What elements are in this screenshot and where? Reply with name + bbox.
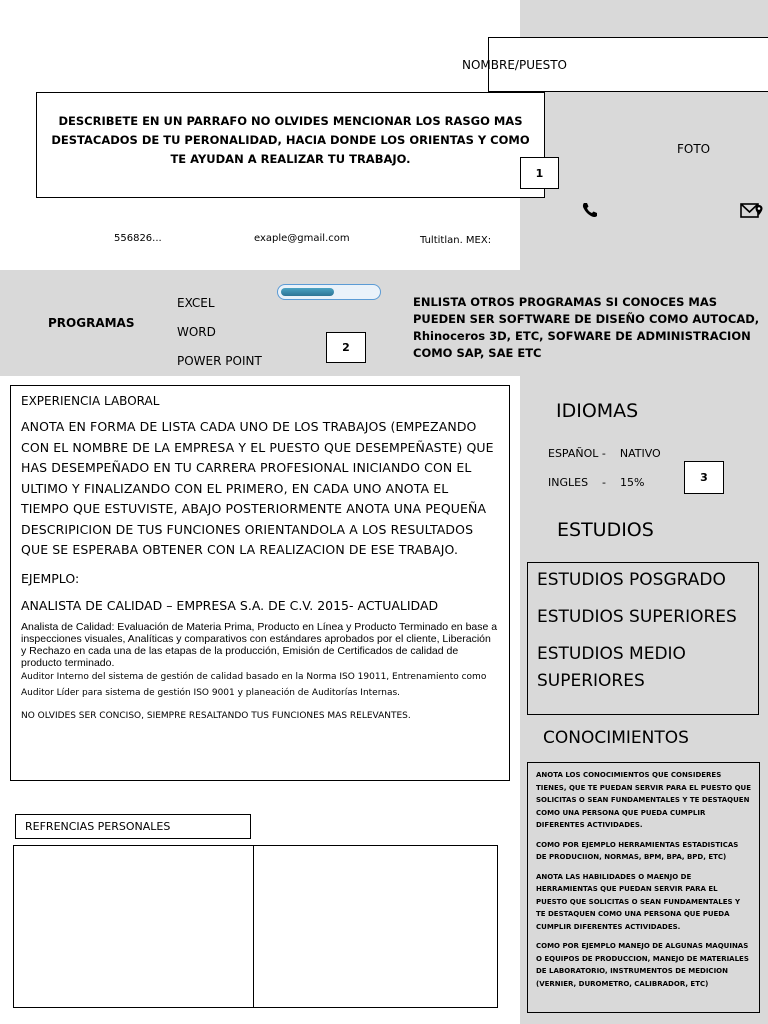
marker-3: 3 xyxy=(684,461,724,494)
languages-title: IDIOMAS xyxy=(556,400,639,422)
reference-cell[interactable] xyxy=(254,846,497,1007)
knowledge-paragraph: COMO POR EJEMPLO MANEJO DE ALGUNAS MAQUINAS O EQUIPOS DE PRODUCCION, MANEJO DE MATERIALES DE LABORATORIO, INSTRUMENTOS DE MEDICION (VERNIER, DUROMETRO, CALIBRADOR, ETC) xyxy=(536,942,749,988)
reference-cell[interactable] xyxy=(14,846,254,1007)
mail-location-icon xyxy=(740,202,764,220)
studies-title: ESTUDIOS xyxy=(557,519,654,541)
knowledge-box[interactable] xyxy=(527,762,760,1013)
knowledge-title: CONOCIMIENTOS xyxy=(543,728,689,748)
name-position-label: NOMBRE/PUESTO xyxy=(462,58,567,72)
language-row: ESPAÑOL - NATIVO xyxy=(548,447,661,460)
study-item: ESTUDIOS POSGRADO xyxy=(537,570,726,590)
location: Tultitlan. MEX: xyxy=(420,235,492,246)
knowledge-paragraph: ANOTA LOS CONOCIMIENTOS QUE CONSIDERES TIENES, QUE TE PUEDAN SERVIR PARA EL PUESTO QUE SOLICITAS O SEAN FUNDAMENTALES Y TE DESTAQUEN COMO UNA PERSONA QUE PUEDA CUMPLIR DIFERENTES ACTIVIDADES. xyxy=(536,771,752,829)
references-title: REFRENCIAS PERSONALES xyxy=(15,814,251,839)
study-item: ESTUDIOS SUPERIORES xyxy=(537,607,737,627)
marker-2: 2 xyxy=(326,332,366,363)
email-address: exaple@gmail.com xyxy=(254,233,350,244)
program-item: EXCEL xyxy=(177,296,215,310)
profile-description-text: DESCRIBETE EN UN PARRAFO NO OLVIDES MENCIONAR LOS RASGO MAS DESTACADOS DE TU PERONALIDAD, HACIA DONDE LOS ORIENTAS Y COMO TE AYUDAN A REALIZAR TU TRABAJO. xyxy=(51,113,530,166)
program-item: POWER POINT xyxy=(177,354,262,368)
experience-instructions: ANOTA EN FORMA DE LISTA CADA UNO DE LOS TRABAJOS (EMPEZANDO CON EL NOMBRE DE LA EMPRESA Y EL PUESTO QUE DESEMPEÑASTE) QUE HAS DESEMPEÑADO EN TU CARRERA PROFESIONAL INICIANDO CON EL ULTIMO Y FINALIZANDO CON EL PRIMERO, EN CADA UNO ANOTA EL TIEMPO QUE ESTUVISTE, ABAJO POSTERIORMENTE ANOTA UNA PEQUEÑA DESCRIPICION DE TUS FUNCIONES ORIENTANDOLA A LOS RESULTADOS QUE SE ESPERABA OBTENER CON LA REALIZACION DE ESE TRABAJO. xyxy=(21,419,494,557)
program-item: WORD xyxy=(177,325,216,339)
job-auditor-line: Auditor Interno del sistema de gestión de calidad basado en la Norma ISO 19011, Entrenamiento como Auditor Líder para sistema de gestión ISO 9001 y planeación de Auditorías Internas. xyxy=(21,671,487,698)
programs-label: PROGRAMAS xyxy=(48,316,135,330)
job-title: ANALISTA DE CALIDAD – EMPRESA S.A. DE C.V. 2015- ACTUALIDAD xyxy=(21,597,439,613)
study-item: ESTUDIOS MEDIO SUPERIORES xyxy=(537,644,686,691)
experience-section[interactable] xyxy=(10,385,510,781)
skill-progress-bar xyxy=(277,284,381,300)
references-table[interactable] xyxy=(13,845,498,1008)
studies-box[interactable] xyxy=(527,562,759,715)
example-label: EJEMPLO: xyxy=(21,570,80,586)
profile-description-box[interactable] xyxy=(36,92,545,198)
experience-note: NO OLVIDES SER CONCISO, SIEMPRE RESALTANDO TUS FUNCIONES MAS RELEVANTES. xyxy=(21,710,411,721)
knowledge-paragraph: COMO POR EJEMPLO HERRAMIENTAS ESTADISTICAS DE PRODUCIION, NORMAS, BPM, BPA, BPD, ETC) xyxy=(536,840,739,861)
photo-label: FOTO xyxy=(677,142,711,156)
knowledge-paragraph: ANOTA LAS HABILIDADES O MAENJO DE HERRAMIENTAS QUE PUEDAN SERVIR PARA EL PUESTO QUE SOLICITAS O SEAN FUNDAMENTALES Y TE DESTAQUEN COMO UNA PERSONA QUE PUEDA CUMPLIR DIFERENTES ACTIVIDADES. xyxy=(536,872,741,931)
skill-progress-fill xyxy=(281,288,334,296)
phone-number: 556826... xyxy=(114,233,162,244)
phone-icon xyxy=(580,200,600,220)
job-description: Analista de Calidad: Evaluación de Materia Prima, Producto en Línea y Producto Terminado en base a inspecciones visuales, Analíticas y comparativos con estándares aprobados por el cliente, Liberación y Rechazo en cada una de las etapas de la producción, Emisión de Certificados de calidad de producto terminado. xyxy=(21,620,498,669)
experience-title: EXPERIENCIA LABORAL xyxy=(21,394,160,408)
programs-note: ENLISTA OTROS PROGRAMAS SI CONOCES MAS PUEDEN SER SOFTWARE DE DISEÑO COMO AUTOCAD, Rhinoceros 3D, ETC, SOFWARE DE ADMINISTRACION COMO SAP, SAE ETC xyxy=(413,295,760,360)
language-row: INGLES - 15% xyxy=(548,476,645,489)
marker-1: 1 xyxy=(520,157,559,189)
